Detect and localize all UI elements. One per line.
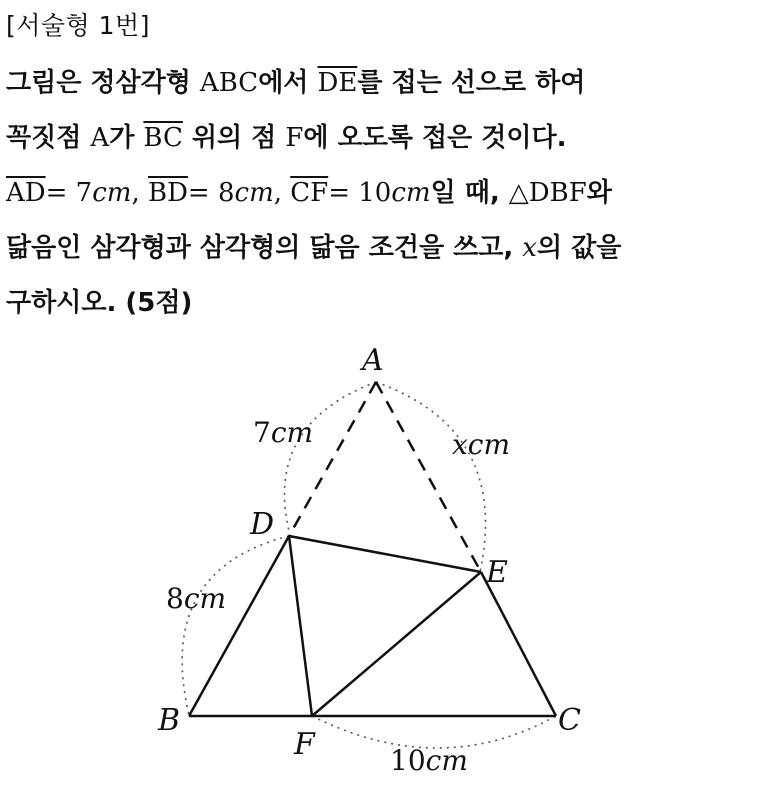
length-bd-unit: cm xyxy=(183,582,227,615)
text: 와 xyxy=(586,178,612,208)
text: 에 오도록 접은 것이다. xyxy=(303,123,567,153)
triangle-abc: ABC xyxy=(199,68,259,98)
length-bd-num: 8 xyxy=(166,582,184,615)
problem-line-2 xyxy=(6,111,766,166)
label-f: F xyxy=(294,727,315,762)
unit-cm: cm xyxy=(391,178,431,208)
problem-line-3 xyxy=(6,166,766,221)
segment-bc: $\overline{BC}$ xyxy=(143,123,183,153)
label-a: A xyxy=(362,343,384,378)
problem-text xyxy=(6,56,766,331)
value-bd: = 8 xyxy=(187,178,235,208)
length-ad xyxy=(253,416,313,449)
segment-cf: $\overline{CF}$ xyxy=(290,178,329,208)
variable-x: x xyxy=(522,233,537,263)
label-c: C xyxy=(558,703,581,738)
label-d: D xyxy=(250,507,275,542)
label-e: E xyxy=(486,555,508,590)
length-fc-num: 10 xyxy=(390,744,426,777)
problem-line-5 xyxy=(6,276,766,331)
segment-fe xyxy=(312,572,481,716)
label-b: B xyxy=(158,703,181,738)
text: 일 때, xyxy=(430,178,509,208)
point-f: F xyxy=(285,123,304,153)
value-ad: = 7 xyxy=(45,178,93,208)
value-cf: = 10 xyxy=(328,178,392,208)
segment-df xyxy=(289,536,312,716)
length-fc-unit: cm xyxy=(425,744,468,777)
length-ae xyxy=(452,428,510,461)
problem-line-1 xyxy=(6,56,766,111)
text: 를 접는 선으로 하여 xyxy=(357,68,586,98)
length-ad-unit: cm xyxy=(270,416,314,449)
unit-cm: cm xyxy=(234,178,274,208)
segment-bd: $\overline{BD}$ xyxy=(147,178,188,208)
separator: , xyxy=(273,178,291,208)
problem-line-4 xyxy=(6,221,766,276)
dashed-side-ae xyxy=(376,382,481,572)
side-bd xyxy=(189,536,289,716)
text: 닮음인 삼각형과 삼각형의 닮음 조건을 쓰고, xyxy=(6,233,523,263)
text: 의 값을 xyxy=(536,233,622,263)
length-ad-num: 7 xyxy=(253,416,271,449)
length-fc xyxy=(390,744,468,777)
text: 에서 xyxy=(258,68,318,98)
question-number: [서술형 1번] xyxy=(6,11,150,40)
text: 꼭짓점 xyxy=(6,123,91,153)
fold-line-de xyxy=(289,536,481,572)
length-ae-unit: cm xyxy=(467,428,511,461)
triangle-dbf: △DBF xyxy=(508,178,587,208)
side-ec xyxy=(481,572,556,716)
text: 구하시오. (5점) xyxy=(6,288,193,318)
geometry-figure xyxy=(0,340,776,792)
point-a: A xyxy=(90,123,110,153)
text: 가 xyxy=(109,123,144,153)
length-bd xyxy=(166,582,226,615)
segment-de: $\overline{DE}$ xyxy=(317,68,358,98)
text: 그림은 정삼각형 xyxy=(6,68,200,98)
unit-cm: cm xyxy=(92,178,132,208)
separator: , xyxy=(131,178,148,208)
text: 위의 점 xyxy=(182,123,286,153)
length-ae-num: x xyxy=(452,428,468,461)
segment-ad: $\overline{AD}$ xyxy=(6,178,46,208)
